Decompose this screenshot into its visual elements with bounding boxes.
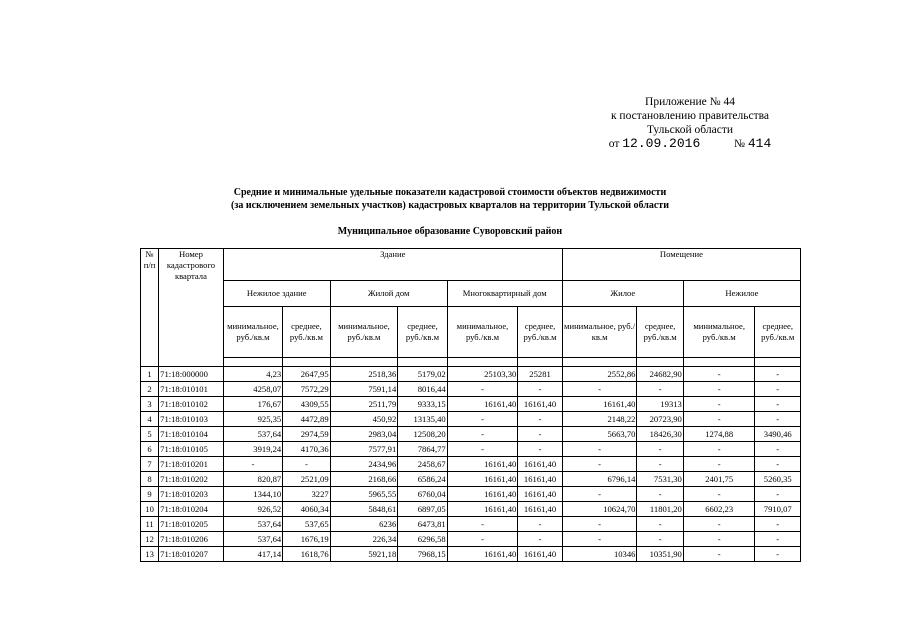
value-cell: - [683, 367, 755, 382]
table-row [141, 427, 801, 442]
value-cell: - [683, 532, 755, 547]
value-cell: 10351,90 [637, 547, 683, 562]
value-cell: - [637, 487, 683, 502]
value-cell: 16161,40 [447, 472, 518, 487]
quarter-code: 71:18:010201 [159, 457, 224, 472]
row-number: 5 [141, 427, 159, 442]
value-cell: 2434,96 [330, 457, 398, 472]
value-cell: 2458,67 [398, 457, 447, 472]
value-cell: - [755, 457, 801, 472]
sub-header-residential: Жилое [562, 281, 683, 307]
value-cell: - [518, 532, 562, 547]
row-number: 8 [141, 472, 159, 487]
value-cell: - [562, 457, 637, 472]
value-cell: 4258,07 [223, 382, 283, 397]
value-cell: 4060,34 [283, 502, 330, 517]
value-cell: 2148,22 [562, 412, 637, 427]
appendix-region: Тульской области [646, 124, 733, 136]
avg-header: среднее, руб./кв.м [637, 307, 683, 358]
value-cell: 25281 [518, 367, 562, 382]
row-number: 9 [141, 487, 159, 502]
group-header-premises: Помещение [562, 249, 800, 281]
sub-header-house: Жилой дом [330, 281, 447, 307]
value-cell: - [283, 457, 330, 472]
value-cell: 16161,40 [518, 547, 562, 562]
value-cell: - [755, 487, 801, 502]
quarter-code: 71:18:010204 [159, 502, 224, 517]
value-cell: 4472,89 [283, 412, 330, 427]
table-body [141, 367, 801, 562]
value-cell: - [562, 517, 637, 532]
value-cell: - [755, 412, 801, 427]
value-cell: - [683, 397, 755, 412]
value-cell: 2168,66 [330, 472, 398, 487]
quarter-code: 71:18:010206 [159, 532, 224, 547]
value-cell: 6473,81 [398, 517, 447, 532]
value-cell: 5663,70 [562, 427, 637, 442]
decree-date: 12.09.2016 [622, 136, 701, 151]
value-cell: 3490,46 [755, 427, 801, 442]
quarter-code: 71:18:010207 [159, 547, 224, 562]
value-cell: - [637, 532, 683, 547]
value-cell: 6897,05 [398, 502, 447, 517]
row-number: 11 [141, 517, 159, 532]
value-cell: 1676,19 [283, 532, 330, 547]
value-cell: 24682,90 [637, 367, 683, 382]
value-cell: - [637, 457, 683, 472]
value-cell: 2983,04 [330, 427, 398, 442]
value-cell: 6586,24 [398, 472, 447, 487]
value-cell: - [447, 382, 518, 397]
row-number: 4 [141, 412, 159, 427]
sub-header-nonres-building: Нежилое здание [223, 281, 330, 307]
value-cell: 20723,90 [637, 412, 683, 427]
value-cell: - [637, 442, 683, 457]
value-cell: - [683, 457, 755, 472]
value-cell: 3919,24 [223, 442, 283, 457]
value-cell: 5965,55 [330, 487, 398, 502]
value-cell: - [755, 367, 801, 382]
min-header: минимальное, руб./кв.м [683, 307, 755, 358]
value-cell: 9333,15 [398, 397, 447, 412]
value-cell: 7531,30 [637, 472, 683, 487]
value-cell: 2521,09 [283, 472, 330, 487]
title-line-1: Средние и минимальные удельные показатели кадастровой стоимости объектов недвижимости [233, 187, 667, 198]
quarter-code: 71:18:010104 [159, 427, 224, 442]
value-cell: 2647,95 [283, 367, 330, 382]
row-number: 1 [141, 367, 159, 382]
value-cell: 2552,86 [562, 367, 637, 382]
value-cell: 7864,77 [398, 442, 447, 457]
value-cell: 417,14 [223, 547, 283, 562]
value-cell: 25103,30 [447, 367, 518, 382]
value-cell: 16161,40 [447, 502, 518, 517]
value-cell: - [223, 457, 283, 472]
value-cell: - [637, 517, 683, 532]
value-cell: 10624,70 [562, 502, 637, 517]
appendix-title: Приложение № 44 [645, 96, 735, 108]
row-number: 6 [141, 442, 159, 457]
value-cell: - [447, 532, 518, 547]
value-cell: 2401,75 [683, 472, 755, 487]
municipality-title: Муниципальное образование Суворовский район [337, 226, 563, 237]
value-cell: - [562, 532, 637, 547]
value-cell: 12508,20 [398, 427, 447, 442]
row-number: 3 [141, 397, 159, 412]
value-cell: - [518, 382, 562, 397]
value-cell: 10346 [562, 547, 637, 562]
row-number: 2 [141, 382, 159, 397]
value-cell: 4170,36 [283, 442, 330, 457]
appendix-decree-ref: к постановлению правительства [610, 110, 770, 122]
value-cell: 2974,59 [283, 427, 330, 442]
value-cell: - [683, 487, 755, 502]
quarter-code: 71:18:010102 [159, 397, 224, 412]
quarter-code: 71:18:010103 [159, 412, 224, 427]
value-cell: 16161,40 [518, 457, 562, 472]
value-cell: 7572,29 [283, 382, 330, 397]
number-prefix: № [734, 138, 745, 150]
quarter-code: 71:18:000000 [159, 367, 224, 382]
decree-number: 414 [747, 136, 772, 151]
col-header-quarter: Номер кадастрового квартала [159, 249, 224, 367]
group-header-building: Здание [223, 249, 562, 281]
value-cell: 6760,04 [398, 487, 447, 502]
value-cell: - [683, 412, 755, 427]
avg-header: среднее, руб./кв.м [283, 307, 330, 358]
min-header: минимальное, руб./кв.м [223, 307, 283, 358]
value-cell: 13135,40 [398, 412, 447, 427]
value-cell: 1344,10 [223, 487, 283, 502]
value-cell: 6602,23 [683, 502, 755, 517]
value-cell: 16161,40 [518, 487, 562, 502]
value-cell: 450,92 [330, 412, 398, 427]
value-cell: 5921,18 [330, 547, 398, 562]
value-cell: 18426,30 [637, 427, 683, 442]
value-cell: - [683, 517, 755, 532]
min-header: минимальное, руб./кв.м [447, 307, 518, 358]
value-cell: 820,87 [223, 472, 283, 487]
value-cell: - [755, 382, 801, 397]
value-cell: - [755, 442, 801, 457]
title-line-2: (за исключением земельных участков) кадастровых кварталов на территории Тульской области [231, 200, 669, 211]
min-header: минимальное, руб./кв.м [330, 307, 398, 358]
min-header: минимальное, руб./кв.м [562, 307, 637, 358]
value-cell: 2511,79 [330, 397, 398, 412]
quarter-code: 71:18:010101 [159, 382, 224, 397]
value-cell: - [562, 487, 637, 502]
value-cell: - [447, 427, 518, 442]
value-cell: - [447, 442, 518, 457]
appendix-date-line [560, 137, 820, 151]
value-cell: 4,23 [223, 367, 283, 382]
row-number: 12 [141, 532, 159, 547]
row-number: 7 [141, 457, 159, 472]
value-cell: 925,35 [223, 412, 283, 427]
value-cell: 7910,07 [755, 502, 801, 517]
value-cell: 176,67 [223, 397, 283, 412]
table-row [141, 397, 801, 412]
value-cell: 16161,40 [447, 487, 518, 502]
value-cell: 8016,44 [398, 382, 447, 397]
table-row [141, 412, 801, 427]
value-cell: 2518,36 [330, 367, 398, 382]
quarter-code: 71:18:010205 [159, 517, 224, 532]
value-cell: 5260,35 [755, 472, 801, 487]
value-cell: - [518, 517, 562, 532]
table-row [141, 547, 801, 562]
sub-header-nonresidential: Нежилое [683, 281, 800, 307]
value-cell: 16161,40 [447, 397, 518, 412]
value-cell: 537,65 [283, 517, 330, 532]
value-cell: - [755, 532, 801, 547]
sub-header-apartment: Многоквартирный дом [447, 281, 562, 307]
table-row [141, 442, 801, 457]
cadastral-value-table [140, 248, 801, 562]
value-cell: 537,64 [223, 427, 283, 442]
value-cell: - [755, 547, 801, 562]
value-cell: 7577,91 [330, 442, 398, 457]
value-cell: - [447, 517, 518, 532]
table-row [141, 532, 801, 547]
quarter-code: 71:18:010203 [159, 487, 224, 502]
value-cell: - [683, 382, 755, 397]
value-cell: - [562, 442, 637, 457]
date-prefix: от [608, 138, 620, 150]
value-cell: - [755, 517, 801, 532]
appendix-header [560, 95, 820, 151]
value-cell: 6796,14 [562, 472, 637, 487]
value-cell: 16161,40 [518, 472, 562, 487]
value-cell: 7591,14 [330, 382, 398, 397]
value-cell: 7968,15 [398, 547, 447, 562]
value-cell: - [518, 442, 562, 457]
table-row [141, 382, 801, 397]
value-cell: - [447, 412, 518, 427]
value-cell: 16161,40 [518, 397, 562, 412]
value-cell: - [755, 397, 801, 412]
value-cell: - [683, 547, 755, 562]
quarter-code: 71:18:010105 [159, 442, 224, 457]
value-cell: - [518, 427, 562, 442]
value-cell: 5179,02 [398, 367, 447, 382]
value-cell: 16161,40 [518, 502, 562, 517]
document-title [150, 186, 750, 212]
value-cell: 926,52 [223, 502, 283, 517]
table-row [141, 487, 801, 502]
value-cell: 537,64 [223, 517, 283, 532]
value-cell: 16161,40 [447, 547, 518, 562]
avg-header: среднее, руб./кв.м [755, 307, 801, 358]
avg-header: среднее, руб./кв.м [518, 307, 562, 358]
table-row [141, 502, 801, 517]
value-cell: 4309,55 [283, 397, 330, 412]
value-cell: - [683, 442, 755, 457]
value-cell: 226,34 [330, 532, 398, 547]
value-cell: 537,64 [223, 532, 283, 547]
row-number: 10 [141, 502, 159, 517]
value-cell: - [637, 382, 683, 397]
quarter-code: 71:18:010202 [159, 472, 224, 487]
value-cell: 6236 [330, 517, 398, 532]
value-cell: 1618,76 [283, 547, 330, 562]
table-row [141, 472, 801, 487]
value-cell: 1274,88 [683, 427, 755, 442]
value-cell: - [562, 382, 637, 397]
value-cell: 5848,61 [330, 502, 398, 517]
value-cell: 6296,58 [398, 532, 447, 547]
value-cell: - [518, 412, 562, 427]
value-cell: 16161,40 [562, 397, 637, 412]
value-cell: 3227 [283, 487, 330, 502]
row-number: 13 [141, 547, 159, 562]
table-row [141, 457, 801, 472]
value-cell: 16161,40 [447, 457, 518, 472]
avg-header: среднее, руб./кв.м [398, 307, 447, 358]
table-row [141, 367, 801, 382]
table-row [141, 517, 801, 532]
col-header-no: № п/п [141, 249, 159, 367]
value-cell: 11801,20 [637, 502, 683, 517]
value-cell: 19313 [637, 397, 683, 412]
